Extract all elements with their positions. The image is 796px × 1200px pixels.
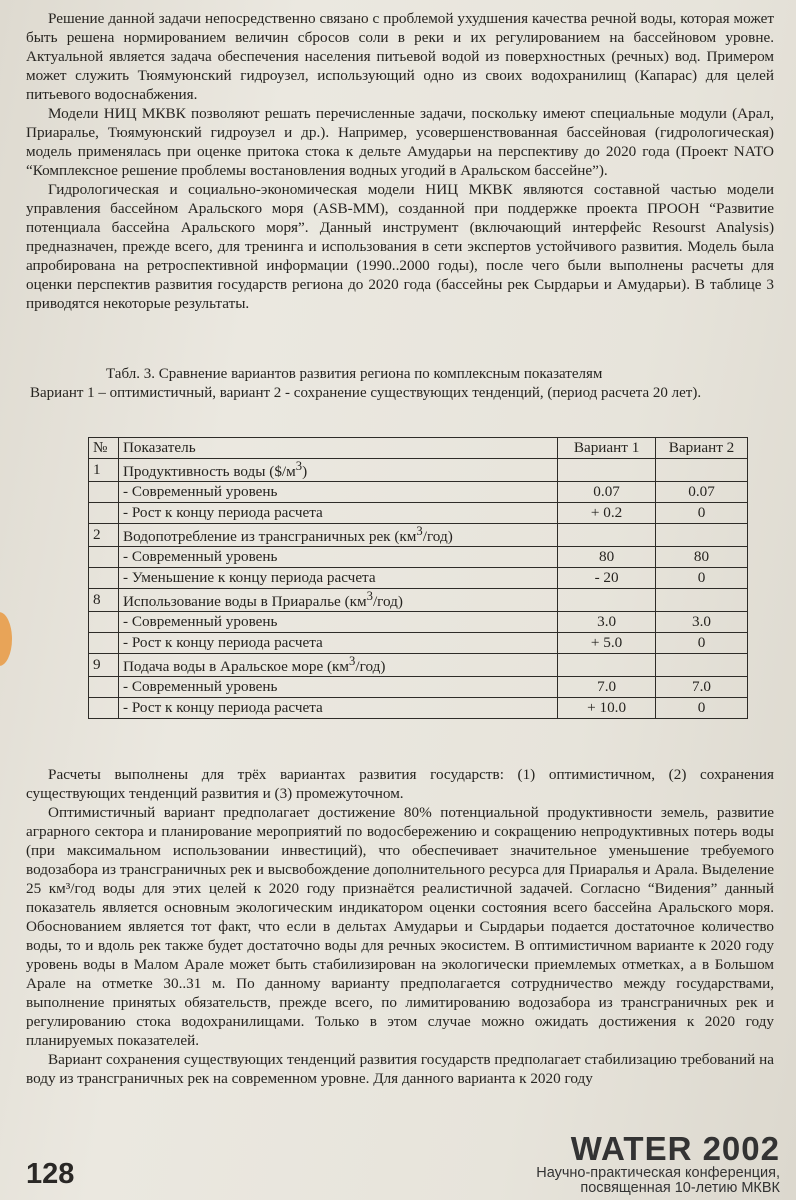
row-variant-2 bbox=[656, 459, 748, 482]
table-body bbox=[89, 459, 748, 719]
row-variant-1 bbox=[558, 524, 656, 547]
row-variant-1 bbox=[558, 589, 656, 612]
row-number bbox=[89, 677, 119, 698]
row-indicator: Продуктивность воды $(\$/м^3)$ bbox=[118, 459, 557, 482]
row-variant-2: 7.0 bbox=[656, 677, 748, 698]
row-variant-1 bbox=[558, 459, 656, 482]
row-indicator: - Рост к концу периода расчета bbox=[118, 503, 557, 524]
row-variant-2 bbox=[656, 524, 748, 547]
row-number bbox=[89, 633, 119, 654]
row-variant-2: 3.0 bbox=[656, 612, 748, 633]
row-indicator: - Современный уровень bbox=[118, 612, 557, 633]
header-indicator: Показатель bbox=[118, 438, 557, 459]
intro-text bbox=[26, 9, 774, 313]
row-number: 1 bbox=[89, 459, 119, 482]
row-indicator: Водопотребление из трансграничных рек $(км^3/год)$ bbox=[118, 524, 557, 547]
row-variant-1: 80 bbox=[558, 547, 656, 568]
table-row bbox=[89, 524, 748, 547]
row-variant-1: 0.07 bbox=[558, 482, 656, 503]
row-number: 2 bbox=[89, 524, 119, 547]
header-no: № bbox=[89, 438, 119, 459]
paragraph: Расчеты выполнены для трёх вариантах развития государств: (1) оптимистичном, (2) сохранения существующих тенденций развития и (3) промежуточном. bbox=[26, 766, 774, 802]
row-variant-2: 0 bbox=[656, 503, 748, 524]
row-variant-2 bbox=[656, 589, 748, 612]
table-row bbox=[89, 547, 748, 568]
table-row bbox=[89, 482, 748, 503]
row-number bbox=[89, 503, 119, 524]
header-variant-2: Вариант 2 bbox=[656, 438, 748, 459]
row-number bbox=[89, 568, 119, 589]
row-variant-1: + 10.0 bbox=[558, 698, 656, 719]
row-variant-2: 0 bbox=[656, 633, 748, 654]
logo-subtitle-1: Научно-практическая конференция, bbox=[536, 1165, 780, 1181]
row-variant-2: 80 bbox=[656, 547, 748, 568]
paragraph: Решение данной задачи непосредственно связано с проблемой ухудшения качества речной воды, которая может быть решена нормированием величин сбросов соли в реки и их регулированием на бассейновом уровне. Актуальной является задача обеспечения населения питьевой водой из поверхностных (речных) вод. Примером может служить Тюямуюнский гидроузел, использующий одно из своих водохранилищ (Капарас) для целей питьевого водоснабжения. bbox=[26, 10, 774, 103]
table-row bbox=[89, 568, 748, 589]
table-caption bbox=[26, 365, 778, 403]
logo-brand: WATER 2002 bbox=[570, 1130, 780, 1167]
row-number bbox=[89, 698, 119, 719]
logo-subtitle-2: посвященная 10-летию МКВК bbox=[580, 1180, 780, 1196]
table-row bbox=[89, 589, 748, 612]
row-variant-2: 0 bbox=[656, 568, 748, 589]
table-row bbox=[89, 677, 748, 698]
table-caption-title: Табл. 3. Сравнение вариантов развития региона по комплексным показателям bbox=[106, 366, 603, 382]
row-variant-2: 0.07 bbox=[656, 482, 748, 503]
row-indicator: - Современный уровень bbox=[118, 547, 557, 568]
row-variant-1: 3.0 bbox=[558, 612, 656, 633]
paragraph: Модели НИЦ МКВК позволяют решать перечисленные задачи, поскольку имеют специальные модули (Арал, Приаралье, Тюямуюнский гидроузел и др.). Например, усовершенствованная бассейновая (гидрологическая) модель применялась при оценке притока стока к дельте Амударьи на перспективу до 2020 года (Проект NATO “Комплексное решение проблемы востановления водных угодий в Аральском бассейне”). bbox=[26, 105, 774, 179]
paragraph: Гидрологическая и социально-экономическая модели НИЦ МКВК являются составной частью модели управления бассейном Аральского моря (ASB-MM), созданной при поддержке проекта ПРООН “Развитие потенциала бассейна Аральского моря”. Данный инструмент (включающий интерфейс Resourst Analysis) предназначен, прежде всего, для тренинга и использования в сети экспертов устойчивого развития. Модель была апробирована на ретроспективной информации (1990..2000 годы), после чего были выполнены расчеты для оценки перспектив развития государств региона до 2020 года (бассейны рек Сырдарьи и Амударьи). В таблице 3 приводятся некоторые результаты. bbox=[26, 181, 774, 312]
paragraph: Вариант сохранения существующих тенденций развития государств предполагает стабилизацию требований на воду из трансграничных рек на современном уровне. Для данного варианта к 2020 году bbox=[26, 1051, 774, 1087]
table-row bbox=[89, 698, 748, 719]
conference-logo bbox=[536, 1132, 780, 1196]
table-header-row bbox=[89, 438, 748, 459]
row-variant-2: 0 bbox=[656, 698, 748, 719]
thumb-shape bbox=[0, 612, 12, 666]
table-row bbox=[89, 459, 748, 482]
table-row bbox=[89, 633, 748, 654]
row-number: 8 bbox=[89, 589, 119, 612]
row-variant-1 bbox=[558, 654, 656, 677]
paragraph: Оптимистичный вариант предполагает достижение 80% потенциальной продуктивности земель, развитие аграрного сектора и планирование мероприятий по водосбережению и сокращению непродуктивных потерь воды (при максимальном использовании инвестиций), что обеспечивает значительное уменьшение требуемого водозабора из трансграничных рек и высвобождение дополнительного ресурса для Приаралья и Арала. Выделение 25 км³/год воды для этих целей к 2020 году признаётся реалистичной задачей. Согласно “Видения” данный показатель является основным экологическим индикатором оценки состояния всего бассейна Аральского моря. Обоснованием является тот факт, что если в дельтах Амударьи и Сырдарьи подается достаточное количество воды, то и вдоль рек также будет достаточно воды для речных экосистем. В оптимистичном варианте к 2020 году уровень воды в Малом Арале может быть стабилизирован на экологически приемлемых отметках, а в Большом Арале на отметке 30..31 м. По данному варианту предполагается сотрудничество между государствами, выполнение принятых обязательств, прежде всего, по лимитированию водозабора из трансграничных рек и регулированию стока водохранилищами. Только в этом случае можно ожидать достижения к 2020 году планируемых показателей. bbox=[26, 804, 774, 1049]
row-variant-1: - 20 bbox=[558, 568, 656, 589]
conclusion-text bbox=[26, 765, 774, 1088]
table-row bbox=[89, 654, 748, 677]
row-variant-1: 7.0 bbox=[558, 677, 656, 698]
row-variant-1: + 0.2 bbox=[558, 503, 656, 524]
table-caption-legend: Вариант 1 – оптимистичный, вариант 2 - сохранение существующих тенденций, (период расчета 20 лет). bbox=[30, 385, 702, 401]
row-indicator: - Современный уровень bbox=[118, 677, 557, 698]
table-row bbox=[89, 612, 748, 633]
row-number bbox=[89, 547, 119, 568]
table-row bbox=[89, 503, 748, 524]
row-variant-1: + 5.0 bbox=[558, 633, 656, 654]
row-indicator: - Рост к концу периода расчета bbox=[118, 633, 557, 654]
header-variant-1: Вариант 1 bbox=[558, 438, 656, 459]
row-number bbox=[89, 612, 119, 633]
row-number bbox=[89, 482, 119, 503]
row-indicator: Подача воды в Аральское море $(км^3/год)$ bbox=[118, 654, 557, 677]
row-indicator: - Рост к концу периода расчета bbox=[118, 698, 557, 719]
row-indicator: Использование воды в Приаралье $(км^3/год)$ bbox=[118, 589, 557, 612]
row-indicator: - Уменьшение к концу периода расчета bbox=[118, 568, 557, 589]
row-number: 9 bbox=[89, 654, 119, 677]
row-indicator: - Современный уровень bbox=[118, 482, 557, 503]
page-number: 128 bbox=[26, 1158, 75, 1190]
row-variant-2 bbox=[656, 654, 748, 677]
results-table bbox=[88, 437, 748, 719]
